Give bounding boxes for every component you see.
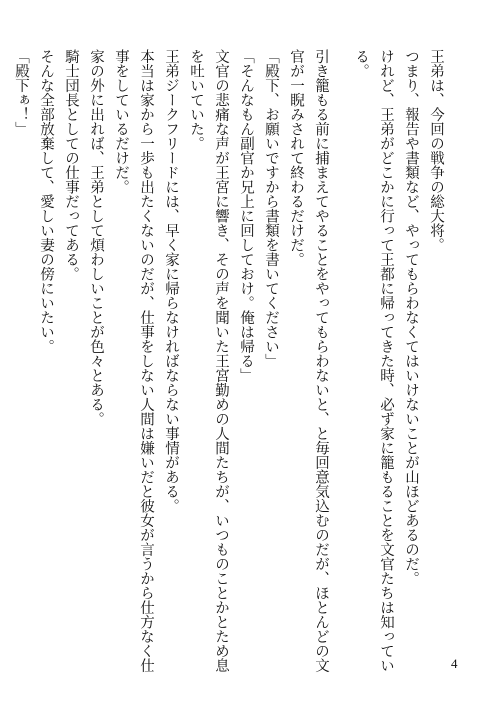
text-line: 王弟は、今回の戦争の総大将。 — [428, 49, 444, 252]
text-line: 官が一睨みされて終わるだけだ。 — [288, 49, 304, 267]
text-line: 文官の悲痛な声が王宮に響き、その声を聞いた王宮勤めの人間たちが、いつものことかとため息 — [213, 49, 229, 673]
text-line: 引き籠もる前に捕まえてやることをやってもらわないと、と毎回意気込むのだが、ほとんどの文 — [313, 49, 329, 673]
text-line: けれど、王弟がどこかに行って王都に帰ってきた時、必ず家に籠もることを文官たちは知ってい — [378, 49, 394, 673]
page-number: 4 — [451, 656, 458, 671]
text-line: 事をしているだけだ。 — [113, 49, 129, 194]
text-line: そんな全部放棄して、愛しい妻の傍にいたい。 — [38, 49, 54, 354]
text-line: 「殿下、お願いですから書類を書いてください」 — [263, 49, 279, 368]
text-line: 王弟ジークフリードには、早く家に帰らなければならない事情がある。 — [163, 49, 179, 513]
text-line: を吐いていた。 — [188, 49, 204, 151]
body-text — [8, 49, 448, 673]
text-line: 家の外に出れば、王弟として煩わしいことが色々とある。 — [88, 49, 104, 426]
text-line: 「殿下ぁ！」 — [13, 49, 29, 136]
text-line: 騎士団長としての仕事だってある。 — [63, 49, 79, 281]
text-line: 「そんなもん副官か兄上に回しておけ。俺は帰る」 — [238, 49, 254, 383]
text-line: つまり、報告や書類など、やってもらわなくてはいけないことが山ほどあるのだ。 — [403, 49, 419, 586]
text-line: 本当は家から一歩も出たくないのだが、仕事をしない人間は嫌いだと彼女が言うから仕方なく仕 — [138, 49, 154, 673]
text-line: る。 — [353, 49, 369, 78]
